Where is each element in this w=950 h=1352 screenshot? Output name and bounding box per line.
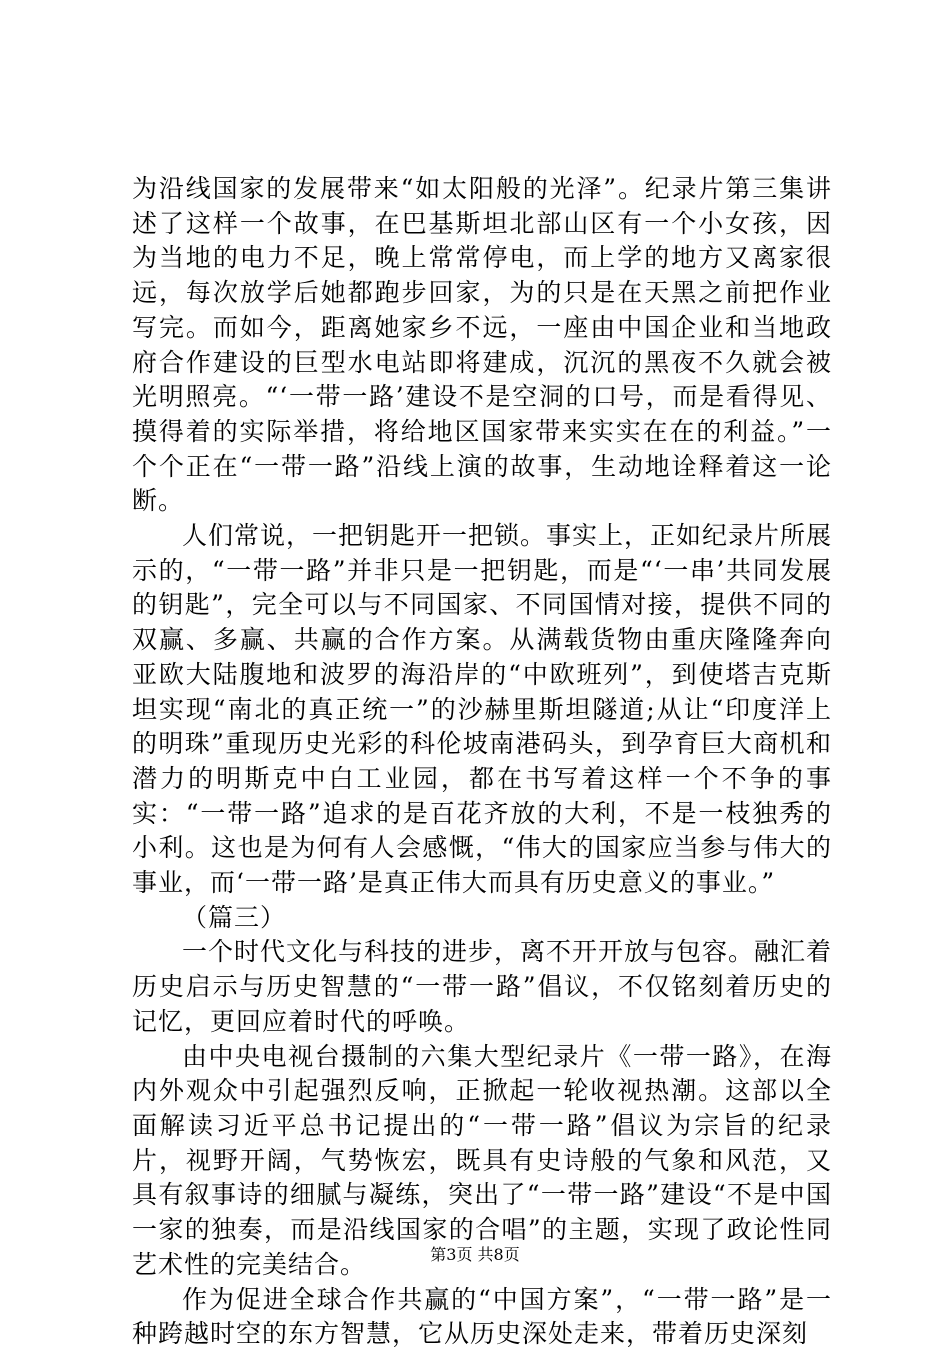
page-number-label: 第3页 共8页 (430, 1245, 520, 1264)
paragraph-2: 人们常说，一把钥匙开一把锁。事实上，正如纪录片所展示的，“一带一路”并非只是一把钥匙，而是“‘一串’共同发展的钥匙”，完全可以与不同国家、不同国情对接，提供不同的双赢、多赢、共赢的合作方案。从满载货物由重庆隆隆奔向亚欧大陆腹地和波罗的海沿岸的“中欧班列”，到使塔吉克斯坦实现“南北的真正统一”的沙赫里斯坦隧道;从让“印度洋上的明珠”重现历史光彩的科伦坡南港码头，到孕育巨大商机和潜力的明斯克中白工业园，都在书写着这样一个不争的事实：“一带一路”追求的是百花齐放的大利，不是一枝独秀的小利。这也是为何有人会感慨，“伟大的国家应当参与伟大的事业，而‘一带一路’是真正伟大而具有历史意义的事业。” (132, 521, 833, 898)
paragraph-1: 为沿线国家的发展带来“如太阳般的光泽”。纪录片第三集讲述了这样一个故事，在巴基斯坦北部山区有一个小女孩，因为当地的电力不足，晚上常常停电，而上学的地方又离家很远，每次放学后她都跑步回家，为的只是在天黑之前把作业写完。而如今，距离她家乡不远，一座由中国企业和当地政府合作建设的巨型水电站即将建成，沉沉的黑夜不久就会被光明照亮。“‘一带一路’建设不是空洞的口号，而是看得见、摸得着的实际举措，将给地区国家带来实实在在的利益。”一个个正在“一带一路”沿线上演的故事，生动地诠释着这一论断。 (132, 174, 832, 516)
section-heading: （篇三） (182, 902, 287, 932)
paragraph-4: 由中央电视台摄制的六集大型纪录片《一带一路》，在海内外观众中引起强烈反响，正掀起一轮收视热潮。这部以全面解读习近平总书记提出的“一带一路”倡议为宗旨的纪录片，视野开阔，气势恢宏，既具有史诗般的气象和风范，又具有叙事诗的细腻与凝练，突出了“一带一路”建设“不是中国一家的独奏，而是沿线国家的合唱”的主题，实现了政论性同艺术性的完美结合。 (132, 1041, 832, 1279)
paragraph-3: 一个时代文化与科技的进步，离不开开放与包容。融汇着历史启示与历史智慧的“一带一路”倡议，不仅铭刻着历史的记忆，更回应着时代的呼唤。 (132, 937, 833, 1036)
body-text (132, 172, 832, 1352)
page-footer (0, 1244, 950, 1266)
paragraph-5: 作为促进全球合作共赢的“中国方案”，“一带一路”是一种跨越时空的东方智慧，它从历史深处走来，带着历史深刻 (132, 1284, 832, 1349)
